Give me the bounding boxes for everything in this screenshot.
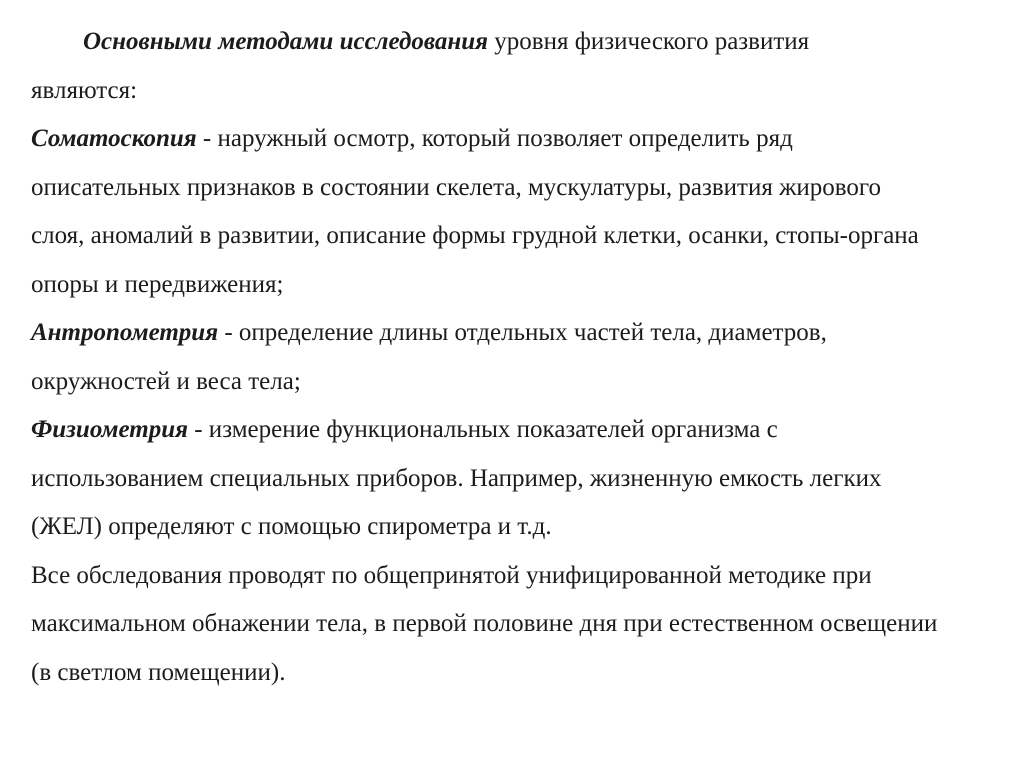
physiometry-line-3: (ЖЕЛ) определяют с помощью спирометра и т.д. bbox=[31, 513, 552, 540]
somatoscopy-line-1-text: - наружный осмотр, который позволяет определить ряд bbox=[196, 125, 793, 152]
conclusion-line-1: Все обследования проводят по общепринятой унифицированной методике при bbox=[31, 561, 872, 589]
conclusion-line-3: (в светлом помещении). bbox=[31, 658, 286, 686]
anthropometry-line-1-text: - определение длины отдельных частей тела, диаметров, bbox=[218, 319, 827, 346]
somatoscopy-line-3: слоя, аномалий в развитии, описание формы грудной клетки, осанки, стопы-органа bbox=[31, 222, 919, 249]
slide-text-body bbox=[31, 18, 1016, 697]
conclusion-line-2: максимальном обнажении тела, в первой половине дня при естественном освещении bbox=[31, 610, 938, 637]
intro-heading: Основными методами исследования bbox=[83, 28, 489, 55]
somatoscopy-line-4: опоры и передвижения; bbox=[31, 270, 284, 298]
anthropometry-line-2: окружностей и веса тела; bbox=[31, 367, 301, 395]
somatoscopy-line-1 bbox=[31, 115, 1016, 164]
anthropometry-term: Антропометрия bbox=[31, 319, 219, 346]
physiometry-term: Физиометрия bbox=[31, 416, 188, 443]
somatoscopy-term: Соматоскопия bbox=[31, 125, 197, 152]
intro-line-1 bbox=[31, 18, 1016, 67]
physiometry-line-1 bbox=[31, 406, 1016, 455]
intro-line-2: являются: bbox=[31, 76, 138, 104]
somatoscopy-line-2: описательных признаков в состоянии скелета, мускулатуры, развития жирового bbox=[31, 173, 882, 201]
physiometry-line-2: использованием специальных приборов. Например, жизненную емкость легких bbox=[31, 464, 882, 492]
intro-line-1-text: уровня физического развития bbox=[488, 28, 810, 55]
physiometry-line-1-text: - измерение функциональных показателей организма с bbox=[187, 416, 778, 443]
anthropometry-line-1 bbox=[31, 309, 1016, 358]
